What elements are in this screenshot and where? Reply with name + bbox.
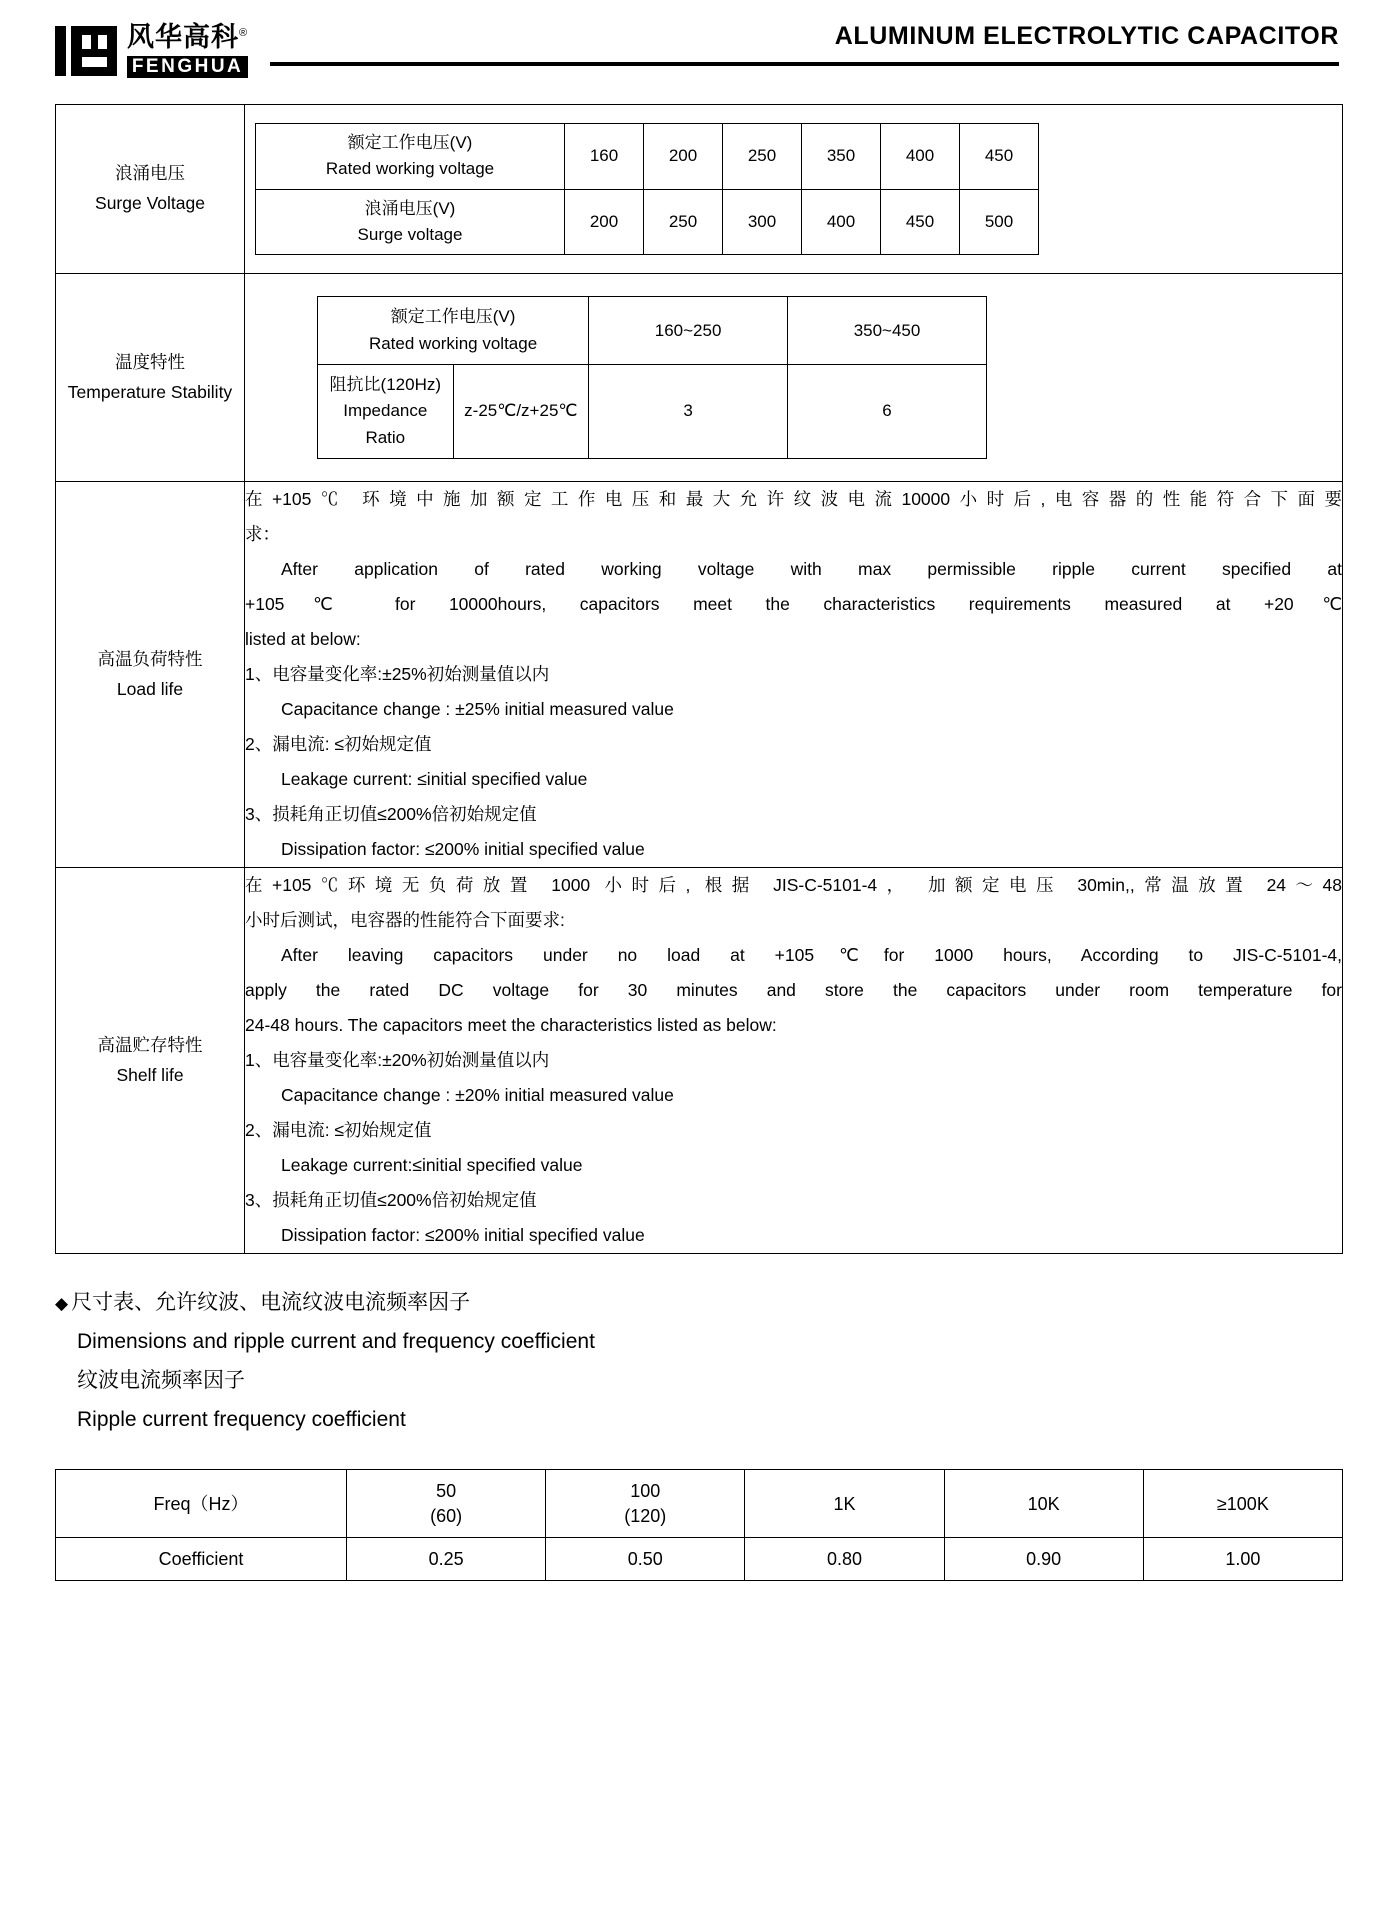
paragraph-en-line1-text: After application of rated working voltage with max permissible ripple current specified at — [281, 559, 1342, 580]
diamond-bullet-icon: ◆ — [55, 1294, 69, 1314]
freq-cell-1 — [347, 1470, 546, 1538]
cell-text-cn: 浪涌电压(V) — [364, 198, 456, 218]
coefficient-row-label: Coefficient — [56, 1538, 347, 1581]
coefficient-cell-5: 1.00 — [1143, 1538, 1342, 1581]
paragraph-en-line2: +105℃ for 10000hours, capacitors meet the characteristics requirements measured at +20℃ — [245, 594, 1342, 615]
brand-logo — [55, 18, 248, 78]
paragraph-cn-line2: 小时后测试，电容器的性能符合下面要求: — [245, 910, 565, 931]
list-item-1-cn: 1、电容量变化率:±25%初始测量值以内 — [245, 664, 550, 685]
label-en: Load life — [116, 678, 184, 699]
temperature-stability-table — [317, 296, 987, 459]
cell-text-en: Surge voltage — [357, 225, 463, 245]
label-cn: 温度特性 — [115, 351, 185, 372]
cell-voltage-range-1: 160~250 — [589, 297, 788, 365]
cell-surge-4: 400 — [802, 189, 881, 255]
coefficient-cell-2: 0.50 — [546, 1538, 745, 1581]
load-life-text — [245, 482, 1342, 867]
page-title: ALUMINUM ELECTROLYTIC CAPACITOR — [834, 22, 1339, 50]
label-en: Shelf life — [116, 1064, 184, 1085]
temp-rated-header — [318, 297, 589, 365]
row-content-load-life — [245, 482, 1343, 868]
header-divider — [270, 62, 1339, 66]
section-line-1 — [55, 1284, 1399, 1323]
dimensions-section-heading — [55, 1284, 1399, 1439]
cell-impedance-value-2: 6 — [788, 365, 987, 459]
table-row-surge-voltage — [56, 105, 1343, 274]
cell-rated-1: 160 — [565, 124, 644, 190]
surge-voltage-table — [255, 123, 1039, 255]
freq-cell-2-top: 100 — [630, 1481, 661, 1502]
page-header — [55, 0, 1339, 96]
freq-cell-1-bottom: (60) — [430, 1505, 463, 1526]
fenghua-logo-icon — [55, 26, 117, 76]
list-item-1-en: Capacitance change : ±25% initial measured value — [281, 699, 674, 720]
cell-text-en: Impedance Ratio — [343, 401, 428, 447]
list-item-3-en: Dissipation factor: ≤200% initial specified value — [281, 839, 645, 860]
cell-text-cn: 额定工作电压(V) — [390, 307, 516, 327]
freq-cell-4: 10K — [944, 1470, 1143, 1538]
cell-surge-2: 250 — [644, 189, 723, 255]
brand-name-en: FENGHUA — [127, 56, 248, 78]
list-item-2-en: Leakage current: ≤initial specified value — [281, 769, 588, 790]
paragraph-cn-line1: 在+105℃环境无负荷放置 1000 小时后, 根据 JIS-C-5101-4， 加额定电压 30min,,常温放置 24～48 — [245, 875, 1342, 896]
list-item-3-cn: 3、损耗角正切值≤200%倍初始规定值 — [245, 804, 537, 825]
freq-row-label: Freq（Hz） — [56, 1470, 347, 1538]
header-title-area — [248, 0, 1339, 96]
paragraph-cn-line2: 求： — [245, 524, 280, 545]
list-item-2-cn: 2、漏电流: ≤初始规定值 — [245, 1120, 432, 1141]
paragraph-en-line1 — [245, 552, 1342, 587]
table-row — [256, 124, 1039, 190]
coefficient-cell-3: 0.80 — [745, 1538, 944, 1581]
row-content-temperature-stability — [245, 274, 1343, 482]
paragraph-en-line3: 24-48 hours. The capacitors meet the characteristics listed as below: — [245, 1015, 777, 1036]
paragraph-en-line1-text: After leaving capacitors under no load at +105℃for 1000 hours, According to JIS-C-5101-4, — [281, 945, 1342, 966]
paragraph-en-line1 — [245, 938, 1342, 973]
surge-voltage-header — [256, 189, 565, 255]
row-label-load-life — [56, 482, 245, 868]
freq-cell-3: 1K — [745, 1470, 944, 1538]
freq-cell-2 — [546, 1470, 745, 1538]
table-row-temperature-stability — [56, 274, 1343, 482]
label-en: Temperature Stability — [67, 381, 233, 402]
section-line-4: Ripple current frequency coefficient — [77, 1407, 406, 1431]
specifications-table — [55, 104, 1343, 1254]
shelf-life-text — [245, 868, 1342, 1253]
cell-rated-4: 350 — [802, 124, 881, 190]
surge-rated-header — [256, 124, 565, 190]
table-row-frequency — [56, 1470, 1343, 1538]
cell-surge-6: 500 — [960, 189, 1039, 255]
cell-voltage-range-2: 350~450 — [788, 297, 987, 365]
list-item-3-en: Dissipation factor: ≤200% initial specified value — [281, 1225, 645, 1246]
cell-text-cn: 额定工作电压(V) — [347, 133, 473, 152]
list-item-2-en: Leakage current:≤initial specified value — [281, 1155, 583, 1176]
cell-text-cn: 阻抗比(120Hz) — [329, 375, 442, 395]
section-line-1-text: 尺寸表、允许纹波、电流纹波电流频率因子 — [71, 1291, 471, 1315]
row-content-shelf-life — [245, 868, 1343, 1254]
table-row-shelf-life — [56, 868, 1343, 1254]
brand-text — [127, 24, 248, 78]
paragraph-en-line2: apply the rated DC voltage for 30 minutes and store the capacitors under room temperature for — [245, 980, 1342, 1001]
paragraph-en-line3: listed at below: — [245, 629, 361, 650]
cell-surge-3: 300 — [723, 189, 802, 255]
cell-impedance-condition: z-25℃/z+25℃ — [453, 365, 589, 459]
list-item-2-cn: 2、漏电流: ≤初始规定值 — [245, 734, 432, 755]
cell-rated-5: 400 — [881, 124, 960, 190]
cell-surge-1: 200 — [565, 189, 644, 255]
table-row-load-life — [56, 482, 1343, 868]
cell-rated-6: 450 — [960, 124, 1039, 190]
label-cn: 高温负荷特性 — [97, 648, 203, 669]
section-line-3: 纹波电流频率因子 — [77, 1368, 245, 1392]
label-cn: 高温贮存特性 — [97, 1034, 203, 1055]
frequency-coefficient-table — [55, 1469, 1343, 1581]
row-label-surge-voltage — [56, 105, 245, 274]
row-label-temperature-stability — [56, 274, 245, 482]
freq-cell-5: ≥100K — [1143, 1470, 1342, 1538]
paragraph-cn-line1: 在+105℃ 环境中施加额定工作电压和最大允许纹波电流10000小时后,电容器的性能符合下面要 — [245, 489, 1342, 510]
table-row-coefficient — [56, 1538, 1343, 1581]
coefficient-cell-4: 0.90 — [944, 1538, 1143, 1581]
list-item-1-en: Capacitance change : ±20% initial measured value — [281, 1085, 674, 1106]
cell-surge-5: 450 — [881, 189, 960, 255]
table-row — [256, 189, 1039, 255]
cell-rated-2: 200 — [644, 124, 723, 190]
cell-text-en: Rated working voltage — [368, 333, 538, 353]
label-en: Surge Voltage — [95, 193, 205, 214]
table-row — [318, 365, 987, 459]
row-content-surge-voltage — [245, 105, 1343, 274]
cell-impedance-value-1: 3 — [589, 365, 788, 459]
list-item-1-cn: 1、电容量变化率:±20%初始测量值以内 — [245, 1050, 550, 1071]
temp-impedance-header — [318, 365, 454, 459]
coefficient-cell-1: 0.25 — [347, 1538, 546, 1581]
section-line-2: Dimensions and ripple current and frequency coefficient — [77, 1329, 595, 1353]
cell-text-en: Rated working voltage — [325, 159, 495, 179]
registered-icon: ® — [239, 27, 249, 39]
table-row — [318, 297, 987, 365]
cell-rated-3: 250 — [723, 124, 802, 190]
label-cn: 浪涌电压 — [115, 163, 185, 184]
brand-name-cn: 风华高科® — [127, 22, 249, 52]
list-item-3-cn: 3、损耗角正切值≤200%倍初始规定值 — [245, 1190, 537, 1211]
freq-cell-2-bottom: (120) — [624, 1505, 667, 1526]
freq-cell-1-top: 50 — [436, 1481, 457, 1502]
row-label-shelf-life — [56, 868, 245, 1254]
